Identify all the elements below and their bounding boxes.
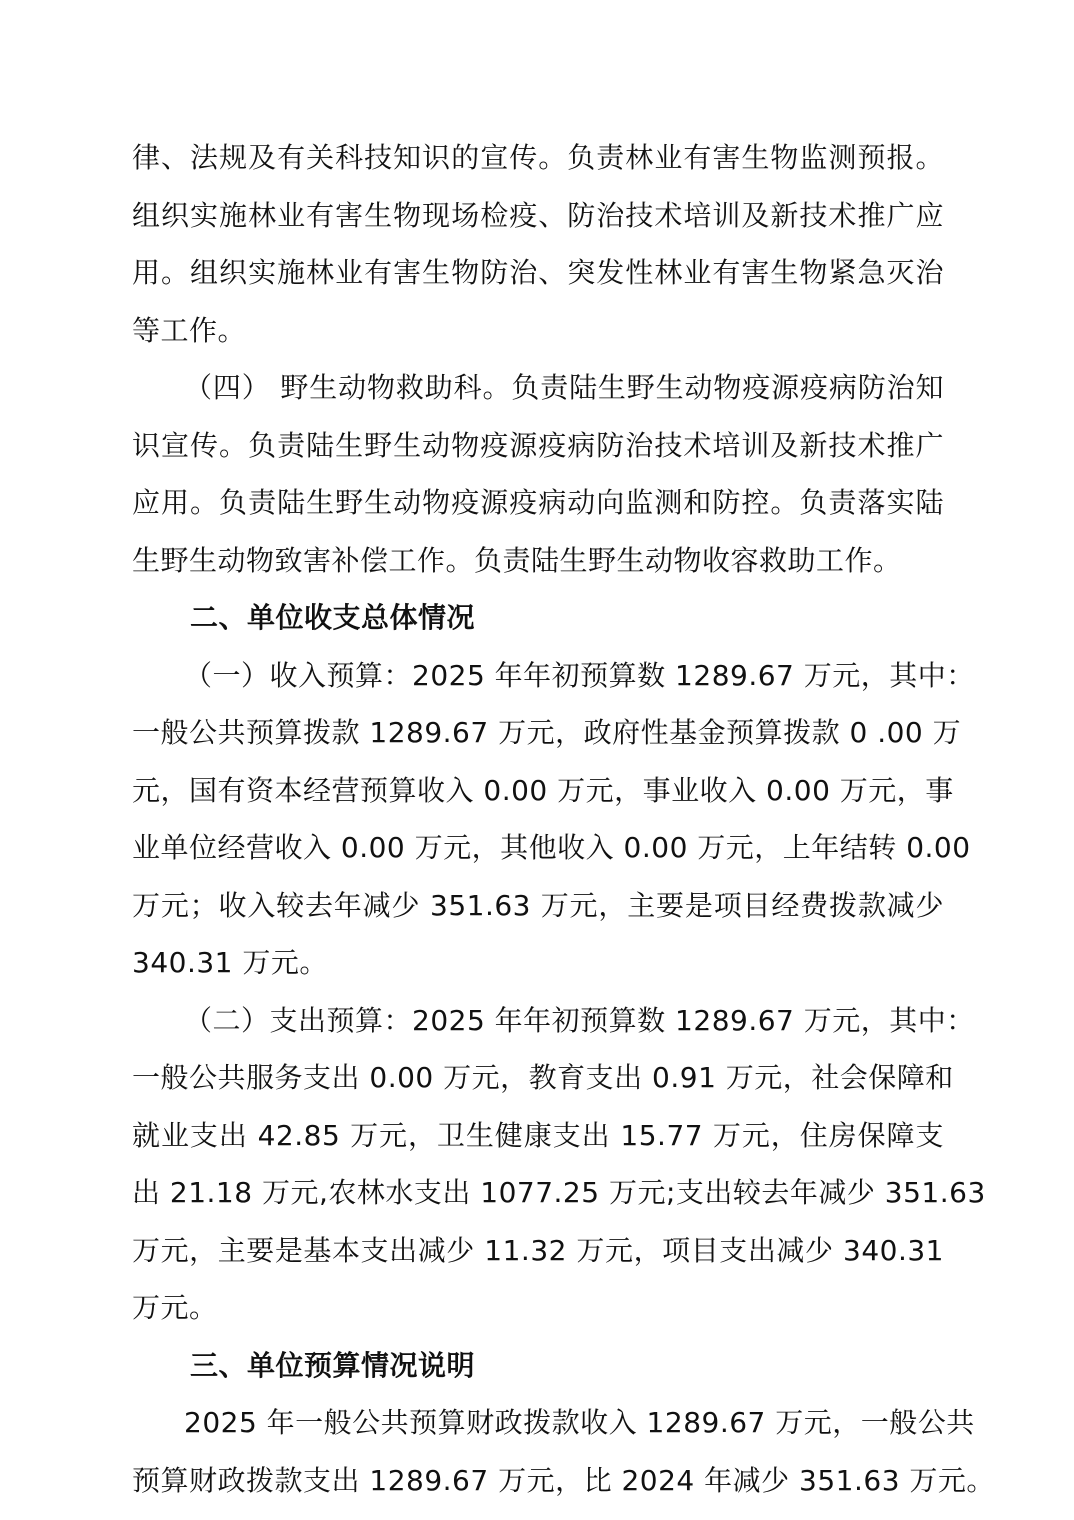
text-line: 元，国有资本经营预算收入 0.00 万元，事业收入 0.00 万元，事 <box>132 773 954 807</box>
document-page <box>132 129 995 1509</box>
text-line: 生野生动物致害补偿工作。负责陆生野生动物收容救助工作。 <box>132 543 902 577</box>
section-heading: 二、单位收支总体情况 <box>190 601 476 634</box>
text-line: 预算财政拨款支出 1289.67 万元，比 2024 年减少 351.63 万元。 <box>132 1463 995 1497</box>
text-line: 律、法规及有关科技知识的宣传。负责林业有害生物监测预报。 <box>132 141 944 174</box>
text-line: （一）收入预算：2025 年年初预算数 1289.67 万元，其中： <box>184 658 975 692</box>
text-line: （四） 野生动物救助科。负责陆生野生动物疫源疫病防治知 <box>184 371 944 404</box>
text-line: 就业支出 42.85 万元，卫生健康支出 15.77 万元，住房保障支 <box>132 1118 944 1152</box>
text-line: 等工作。 <box>132 313 247 347</box>
text-line: 340.31 万元。 <box>132 946 328 979</box>
text-line: 用。组织实施林业有害生物防治、突发性林业有害生物紧急灭治 <box>132 256 944 289</box>
text-line: 一般公共预算拨款 1289.67 万元，政府性基金预算拨款 0 .00 万 <box>132 716 962 749</box>
text-line: （二）支出预算：2025 年年初预算数 1289.67 万元，其中： <box>184 1003 975 1037</box>
text-line: 出 21.18 万元,农林水支出 1077.25 万元;支出较去年减少 351.63 <box>132 1176 986 1209</box>
text-line: 业单位经营收入 0.00 万元，其他收入 0.00 万元，上年结转 0.00 <box>132 831 971 864</box>
text-line: 一般公共服务支出 0.00 万元，教育支出 0.91 万元，社会保障和 <box>132 1061 954 1094</box>
text-line: 组织实施林业有害生物现场检疫、防治技术培训及新技术推广应 <box>132 198 944 232</box>
text-line: 万元，主要是基本支出减少 11.32 万元，项目支出减少 340.31 <box>132 1233 944 1267</box>
text-line: 万元；收入较去年减少 351.63 万元，主要是项目经费拨款减少 <box>132 888 944 922</box>
text-line: 识宣传。负责陆生野生动物疫源疫病防治技术培训及新技术推广 <box>132 428 944 462</box>
text-line: 万元。 <box>132 1291 218 1324</box>
text-line: 2025 年一般公共预算财政拨款收入 1289.67 万元，一般公共 <box>184 1406 975 1439</box>
section-heading: 三、单位预算情况说明 <box>190 1348 476 1382</box>
text-line: 应用。负责陆生野生动物疫源疫病动向监测和防控。负责落实陆 <box>132 486 944 519</box>
